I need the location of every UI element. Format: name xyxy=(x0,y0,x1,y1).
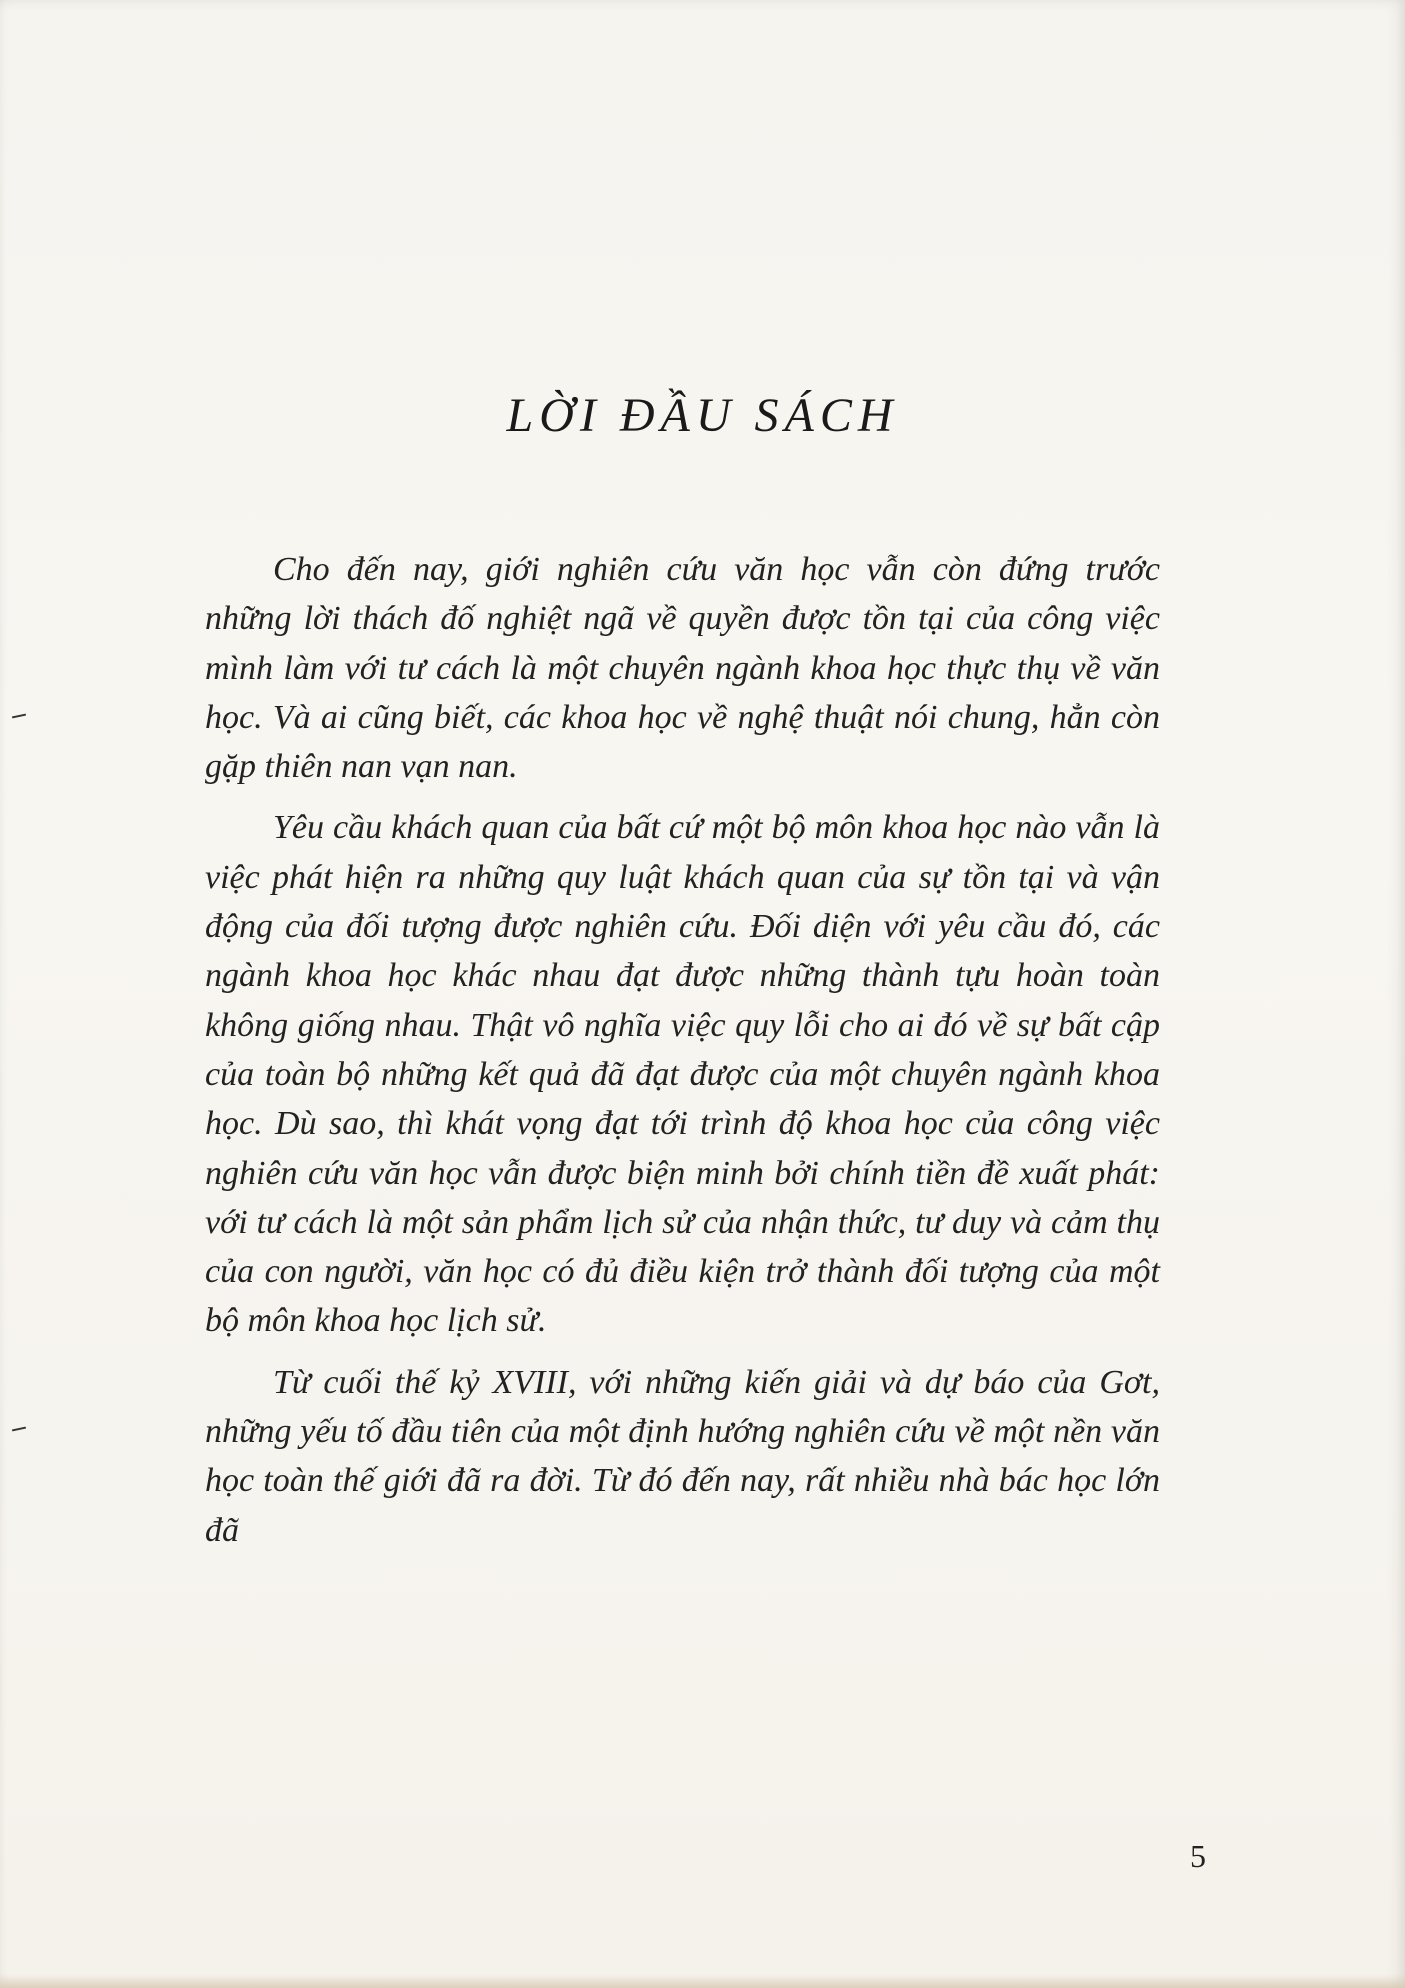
page-number: 5 xyxy=(1190,1838,1206,1874)
body-text xyxy=(205,545,1160,1567)
paragraph-1: Cho đến nay, giới nghiên cứu văn học vẫn còn đứng trước những lời thách đố nghiệt ngã về quyền được tồn tại của công việc mình làm với tư cách là một chuyên ngành khoa học thực thụ về văn học. Và ai cũng biết, các khoa học về nghệ thuật nói chung, hẳn còn gặp thiên nan vạn nan. xyxy=(205,551,1160,786)
margin-scan-mark xyxy=(12,1427,26,1432)
margin-scan-mark xyxy=(12,714,26,719)
page-bottom-edge xyxy=(0,1974,1405,1988)
paragraph-2: Yêu cầu khách quan của bất cứ một bộ môn khoa học nào vẫn là việc phát hiện ra những quy luật khách quan của sự tồn tại và vận động của đối tượng được nghiên cứu. Đối diện với yêu cầu đó, các ngành khoa học khác nhau đạt được những thành tựu hoàn toàn không giống nhau. Thật vô nghĩa việc quy lỗi cho ai đó về sự bất cập của toàn bộ những kết quả đã đạt được của một chuyên ngành khoa học. Dù sao, thì khát vọng đạt tới trình độ khoa học của công việc nghiên cứu văn học vẫn được biện minh bởi chính tiền đề xuất phát: với tư cách là một sản phẩm lịch sử của nhận thức, tư duy và cảm thụ của con người, văn học có đủ điều kiện trở thành đối tượng của một bộ môn khoa học lịch sử. xyxy=(205,809,1160,1340)
page-title: LỜI ĐẦU SÁCH xyxy=(506,389,899,442)
paragraph-3: Từ cuối thế kỷ XVIII, với những kiến giải và dự báo của Gơt, những yếu tố đầu tiên của một định hướng nghiên cứu về một nền văn học toàn thế giới đã ra đời. Từ đó đến nay, rất nhiều nhà bác học lớn đã xyxy=(205,1363,1160,1549)
